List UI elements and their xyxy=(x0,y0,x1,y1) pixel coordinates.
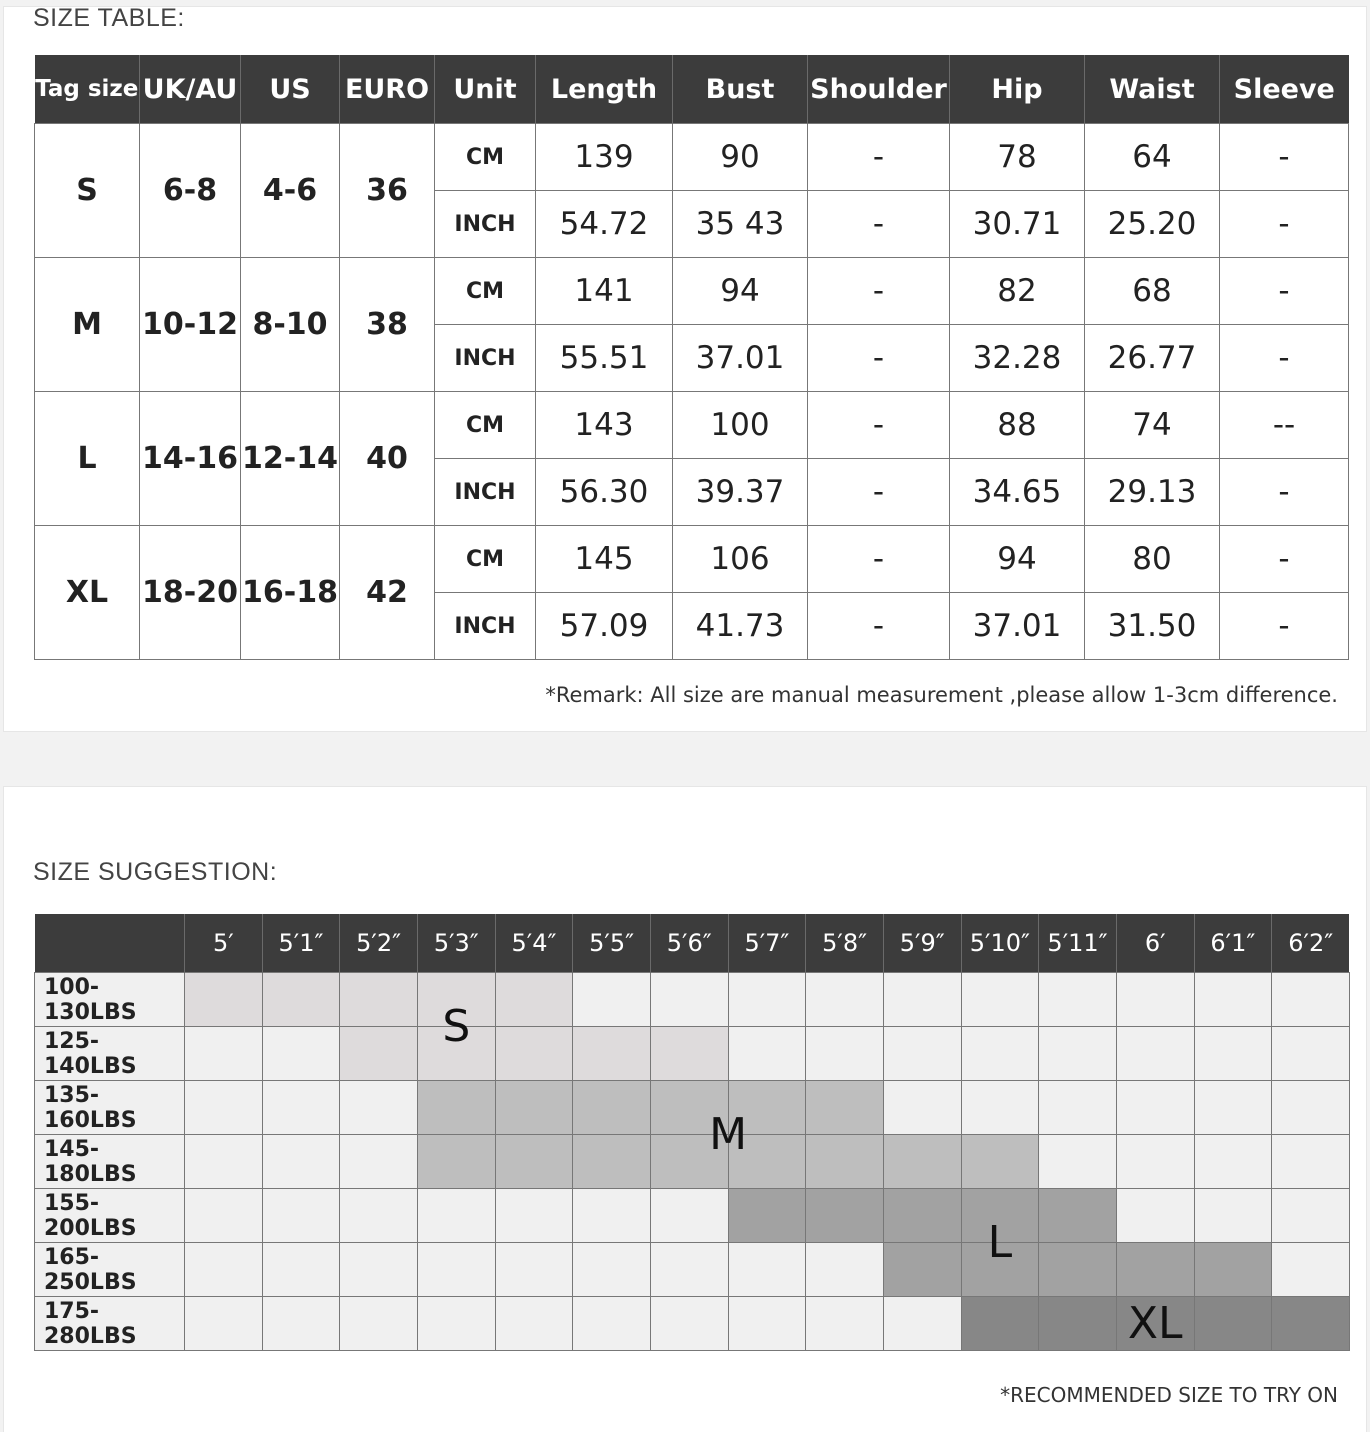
empty-grid-cell xyxy=(728,1243,806,1297)
measurement-cell: 54.72 xyxy=(536,191,673,258)
size-zone-cell-l xyxy=(806,1189,884,1243)
size-zone-cell-xl xyxy=(1039,1297,1117,1351)
size-zone-cell-l xyxy=(883,1243,961,1297)
measurement-cell: 25.20 xyxy=(1085,191,1220,258)
size-zone-cell-s xyxy=(650,1027,728,1081)
measurement-cell: 55.51 xyxy=(536,325,673,392)
empty-grid-cell xyxy=(185,1297,263,1351)
empty-grid-cell xyxy=(961,1027,1039,1081)
empty-grid-cell xyxy=(883,1297,961,1351)
euro-cell: 36 xyxy=(340,124,435,258)
weight-label-cell: 175-280LBS xyxy=(35,1297,185,1351)
height-header-cell: 5′4″ xyxy=(495,914,573,973)
size-zone-cell-l xyxy=(1039,1189,1117,1243)
size-zone-cell-m xyxy=(417,1081,495,1135)
size-zone-cell-s xyxy=(495,973,573,1027)
size-zone-cell-l xyxy=(1116,1243,1194,1297)
empty-grid-cell xyxy=(262,1243,340,1297)
size-row-xl-cm xyxy=(35,526,1349,593)
empty-grid-cell xyxy=(262,1189,340,1243)
empty-grid-cell xyxy=(262,1081,340,1135)
empty-grid-cell xyxy=(1194,973,1272,1027)
size-zone-cell-m xyxy=(495,1081,573,1135)
weight-row xyxy=(35,1243,1350,1297)
empty-grid-cell xyxy=(1039,1027,1117,1081)
empty-grid-cell xyxy=(806,1027,884,1081)
measurement-cell: 100 xyxy=(673,392,808,459)
measurement-cell: - xyxy=(808,191,950,258)
uk-au-cell: 10-12 xyxy=(140,258,241,392)
measurement-cell: 35 43 xyxy=(673,191,808,258)
weight-row xyxy=(35,1135,1350,1189)
empty-grid-cell xyxy=(1272,1081,1350,1135)
weight-row xyxy=(35,1081,1350,1135)
tag-size-cell: M xyxy=(35,258,140,392)
size-zone-cell-l xyxy=(1039,1243,1117,1297)
size-header-shoulder: Shoulder xyxy=(808,55,950,124)
empty-grid-cell xyxy=(1116,973,1194,1027)
height-header-cell: 5′5″ xyxy=(573,914,651,973)
empty-grid-cell xyxy=(495,1297,573,1351)
height-header-cell: 5′1″ xyxy=(262,914,340,973)
measurement-cell: - xyxy=(808,526,950,593)
size-suggestion-grid xyxy=(34,914,1349,1357)
size-zone-cell-l xyxy=(728,1189,806,1243)
uk-au-cell: 6-8 xyxy=(140,124,241,258)
empty-grid-cell xyxy=(1272,1189,1350,1243)
measurement-cell: 64 xyxy=(1085,124,1220,191)
size-suggestion-header-row xyxy=(35,914,1350,973)
weight-label-cell: 165-250LBS xyxy=(35,1243,185,1297)
empty-grid-cell xyxy=(1194,1081,1272,1135)
measurement-cell: 37.01 xyxy=(673,325,808,392)
empty-grid-cell xyxy=(1039,973,1117,1027)
empty-grid-cell xyxy=(728,1027,806,1081)
weight-label-cell: 145-180LBS xyxy=(35,1135,185,1189)
empty-grid-cell xyxy=(185,1027,263,1081)
measurement-cell: 139 xyxy=(536,124,673,191)
measurement-cell: 94 xyxy=(950,526,1085,593)
height-header-cell: 6′ xyxy=(1116,914,1194,973)
unit-cell: INCH xyxy=(435,325,536,392)
size-suggestion-title: SIZE SUGGESTION: xyxy=(33,858,278,886)
tag-size-cell: S xyxy=(35,124,140,258)
size-zone-cell-s xyxy=(340,1027,418,1081)
size-header-sleeve: Sleeve xyxy=(1220,55,1349,124)
measurement-cell: - xyxy=(808,593,950,660)
unit-cell: CM xyxy=(435,526,536,593)
measurement-cell: - xyxy=(1220,593,1349,660)
empty-grid-cell xyxy=(883,973,961,1027)
measurement-cell: - xyxy=(1220,325,1349,392)
size-suggestion-table xyxy=(34,914,1350,1351)
weight-label-cell: 155-200LBS xyxy=(35,1189,185,1243)
size-header-hip: Hip xyxy=(950,55,1085,124)
us-cell: 8-10 xyxy=(241,258,340,392)
size-zone-cell-m xyxy=(573,1081,651,1135)
height-header-cell: 5′3″ xyxy=(417,914,495,973)
empty-grid-cell xyxy=(340,1297,418,1351)
corner-header-cell xyxy=(35,914,185,973)
height-header-cell: 5′7″ xyxy=(728,914,806,973)
size-row-m-cm xyxy=(35,258,1349,325)
measurement-cell: 141 xyxy=(536,258,673,325)
empty-grid-cell xyxy=(650,973,728,1027)
tag-size-cell: XL xyxy=(35,526,140,660)
size-zone-cell-s xyxy=(573,1027,651,1081)
weight-row xyxy=(35,973,1350,1027)
height-header-cell: 6′2″ xyxy=(1272,914,1350,973)
measurement-cell: - xyxy=(1220,526,1349,593)
size-header-euro: EURO xyxy=(340,55,435,124)
size-header-us: US xyxy=(241,55,340,124)
weight-row xyxy=(35,1027,1350,1081)
uk-au-cell: 18-20 xyxy=(140,526,241,660)
measurement-cell: 39.37 xyxy=(673,459,808,526)
measurement-cell: 68 xyxy=(1085,258,1220,325)
size-zone-cell-xl xyxy=(1194,1297,1272,1351)
empty-grid-cell xyxy=(883,1081,961,1135)
empty-grid-cell xyxy=(340,1081,418,1135)
size-zone-cell-m xyxy=(961,1135,1039,1189)
empty-grid-cell xyxy=(573,1189,651,1243)
empty-grid-cell xyxy=(650,1189,728,1243)
size-remark: *Remark: All size are manual measurement ,please allow 1-3cm difference. xyxy=(545,683,1338,707)
empty-grid-cell xyxy=(573,1297,651,1351)
measurement-cell: 90 xyxy=(673,124,808,191)
empty-grid-cell xyxy=(728,1297,806,1351)
empty-grid-cell xyxy=(495,1189,573,1243)
measurement-cell: 94 xyxy=(673,258,808,325)
measurement-cell: - xyxy=(1220,459,1349,526)
measurement-cell: - xyxy=(1220,191,1349,258)
empty-grid-cell xyxy=(495,1243,573,1297)
measurement-cell: 34.65 xyxy=(950,459,1085,526)
empty-grid-cell xyxy=(1194,1189,1272,1243)
size-header-uk-au: UK/AU xyxy=(140,55,241,124)
empty-grid-cell xyxy=(1116,1189,1194,1243)
empty-grid-cell xyxy=(573,1243,651,1297)
empty-grid-cell xyxy=(1116,1081,1194,1135)
size-table-header-row xyxy=(35,55,1349,124)
measurement-cell: 26.77 xyxy=(1085,325,1220,392)
height-header-cell: 5′10″ xyxy=(961,914,1039,973)
euro-cell: 42 xyxy=(340,526,435,660)
unit-cell: INCH xyxy=(435,191,536,258)
measurement-cell: - xyxy=(808,124,950,191)
euro-cell: 38 xyxy=(340,258,435,392)
empty-grid-cell xyxy=(573,973,651,1027)
empty-grid-cell xyxy=(806,1297,884,1351)
weight-row xyxy=(35,1189,1350,1243)
empty-grid-cell xyxy=(883,1027,961,1081)
zone-label-s: S xyxy=(442,1000,471,1052)
size-zone-cell-m xyxy=(883,1135,961,1189)
measurement-cell: 31.50 xyxy=(1085,593,1220,660)
size-zone-cell-m xyxy=(417,1135,495,1189)
empty-grid-cell xyxy=(1194,1135,1272,1189)
empty-grid-cell xyxy=(1272,1135,1350,1189)
height-header-cell: 5′ xyxy=(185,914,263,973)
weight-label-cell: 125-140LBS xyxy=(35,1027,185,1081)
height-header-cell: 5′9″ xyxy=(883,914,961,973)
height-header-cell: 6′1″ xyxy=(1194,914,1272,973)
empty-grid-cell xyxy=(262,1135,340,1189)
measurement-cell: - xyxy=(808,459,950,526)
empty-grid-cell xyxy=(417,1243,495,1297)
empty-grid-cell xyxy=(806,1243,884,1297)
empty-grid-cell xyxy=(650,1297,728,1351)
empty-grid-cell xyxy=(185,1189,263,1243)
empty-grid-cell xyxy=(340,1243,418,1297)
empty-grid-cell xyxy=(417,1189,495,1243)
measurement-cell: 143 xyxy=(536,392,673,459)
zone-label-m: M xyxy=(709,1108,748,1160)
measurement-cell: 78 xyxy=(950,124,1085,191)
measurement-cell: - xyxy=(808,392,950,459)
empty-grid-cell xyxy=(728,973,806,1027)
measurement-cell: -- xyxy=(1220,392,1349,459)
empty-grid-cell xyxy=(961,1081,1039,1135)
measurement-cell: 80 xyxy=(1085,526,1220,593)
empty-grid-cell xyxy=(961,973,1039,1027)
euro-cell: 40 xyxy=(340,392,435,526)
zone-label-l: L xyxy=(987,1216,1013,1268)
us-cell: 16-18 xyxy=(241,526,340,660)
unit-cell: CM xyxy=(435,124,536,191)
measurement-cell: 29.13 xyxy=(1085,459,1220,526)
us-cell: 4-6 xyxy=(241,124,340,258)
size-zone-cell-xl xyxy=(961,1297,1039,1351)
measurement-cell: 145 xyxy=(536,526,673,593)
size-zone-cell-l xyxy=(883,1189,961,1243)
empty-grid-cell xyxy=(340,1189,418,1243)
size-row-l-cm xyxy=(35,392,1349,459)
size-zone-cell-m xyxy=(573,1135,651,1189)
empty-grid-cell xyxy=(650,1243,728,1297)
empty-grid-cell xyxy=(262,1297,340,1351)
unit-cell: CM xyxy=(435,392,536,459)
size-header-tag-size: Tag size xyxy=(35,55,140,124)
measurement-cell: 30.71 xyxy=(950,191,1085,258)
height-header-cell: 5′11″ xyxy=(1039,914,1117,973)
size-zone-cell-l xyxy=(1194,1243,1272,1297)
empty-grid-cell xyxy=(185,1081,263,1135)
size-table-panel xyxy=(3,6,1367,732)
uk-au-cell: 14-16 xyxy=(140,392,241,526)
size-zone-cell-m xyxy=(806,1135,884,1189)
size-zone-cell-m xyxy=(495,1135,573,1189)
measurement-cell: 82 xyxy=(950,258,1085,325)
measurement-cell: 88 xyxy=(950,392,1085,459)
empty-grid-cell xyxy=(1039,1135,1117,1189)
measurement-cell: - xyxy=(1220,258,1349,325)
unit-cell: INCH xyxy=(435,459,536,526)
size-header-waist: Waist xyxy=(1085,55,1220,124)
measurement-cell: - xyxy=(808,325,950,392)
weight-label-cell: 135-160LBS xyxy=(35,1081,185,1135)
measurement-cell: 57.09 xyxy=(536,593,673,660)
measurement-cell: 56.30 xyxy=(536,459,673,526)
empty-grid-cell xyxy=(262,1027,340,1081)
measurement-cell: 32.28 xyxy=(950,325,1085,392)
height-header-cell: 5′8″ xyxy=(806,914,884,973)
size-header-unit: Unit xyxy=(435,55,536,124)
size-table-title: SIZE TABLE: xyxy=(33,4,185,32)
empty-grid-cell xyxy=(1116,1135,1194,1189)
empty-grid-cell xyxy=(1272,973,1350,1027)
empty-grid-cell xyxy=(340,1135,418,1189)
size-zone-cell-s xyxy=(340,973,418,1027)
size-zone-cell-xl xyxy=(1272,1297,1350,1351)
size-header-length: Length xyxy=(536,55,673,124)
empty-grid-cell xyxy=(806,973,884,1027)
size-zone-cell-s xyxy=(185,973,263,1027)
empty-grid-cell xyxy=(1194,1027,1272,1081)
measurement-cell: 41.73 xyxy=(673,593,808,660)
empty-grid-cell xyxy=(1039,1081,1117,1135)
unit-cell: INCH xyxy=(435,593,536,660)
weight-label-cell: 100-130LBS xyxy=(35,973,185,1027)
empty-grid-cell xyxy=(417,1297,495,1351)
size-suggestion-panel xyxy=(3,786,1367,1432)
empty-grid-cell xyxy=(1272,1243,1350,1297)
empty-grid-cell xyxy=(185,1243,263,1297)
tag-size-cell: L xyxy=(35,392,140,526)
recommended-footnote: *RECOMMENDED SIZE TO TRY ON xyxy=(1000,1383,1338,1407)
size-zone-cell-s xyxy=(262,973,340,1027)
size-header-bust: Bust xyxy=(673,55,808,124)
size-row-s-cm xyxy=(35,124,1349,191)
measurement-cell: - xyxy=(1220,124,1349,191)
height-header-cell: 5′2″ xyxy=(340,914,418,973)
measurement-cell: 37.01 xyxy=(950,593,1085,660)
zone-label-xl: XL xyxy=(1127,1297,1183,1349)
size-zone-cell-s xyxy=(495,1027,573,1081)
measurement-cell: - xyxy=(808,258,950,325)
empty-grid-cell xyxy=(1116,1027,1194,1081)
measurement-cell: 106 xyxy=(673,526,808,593)
empty-grid-cell xyxy=(1272,1027,1350,1081)
us-cell: 12-14 xyxy=(241,392,340,526)
measurement-cell: 74 xyxy=(1085,392,1220,459)
unit-cell: CM xyxy=(435,258,536,325)
size-zone-cell-m xyxy=(806,1081,884,1135)
empty-grid-cell xyxy=(185,1135,263,1189)
height-header-cell: 5′6″ xyxy=(650,914,728,973)
size-table xyxy=(34,55,1349,660)
